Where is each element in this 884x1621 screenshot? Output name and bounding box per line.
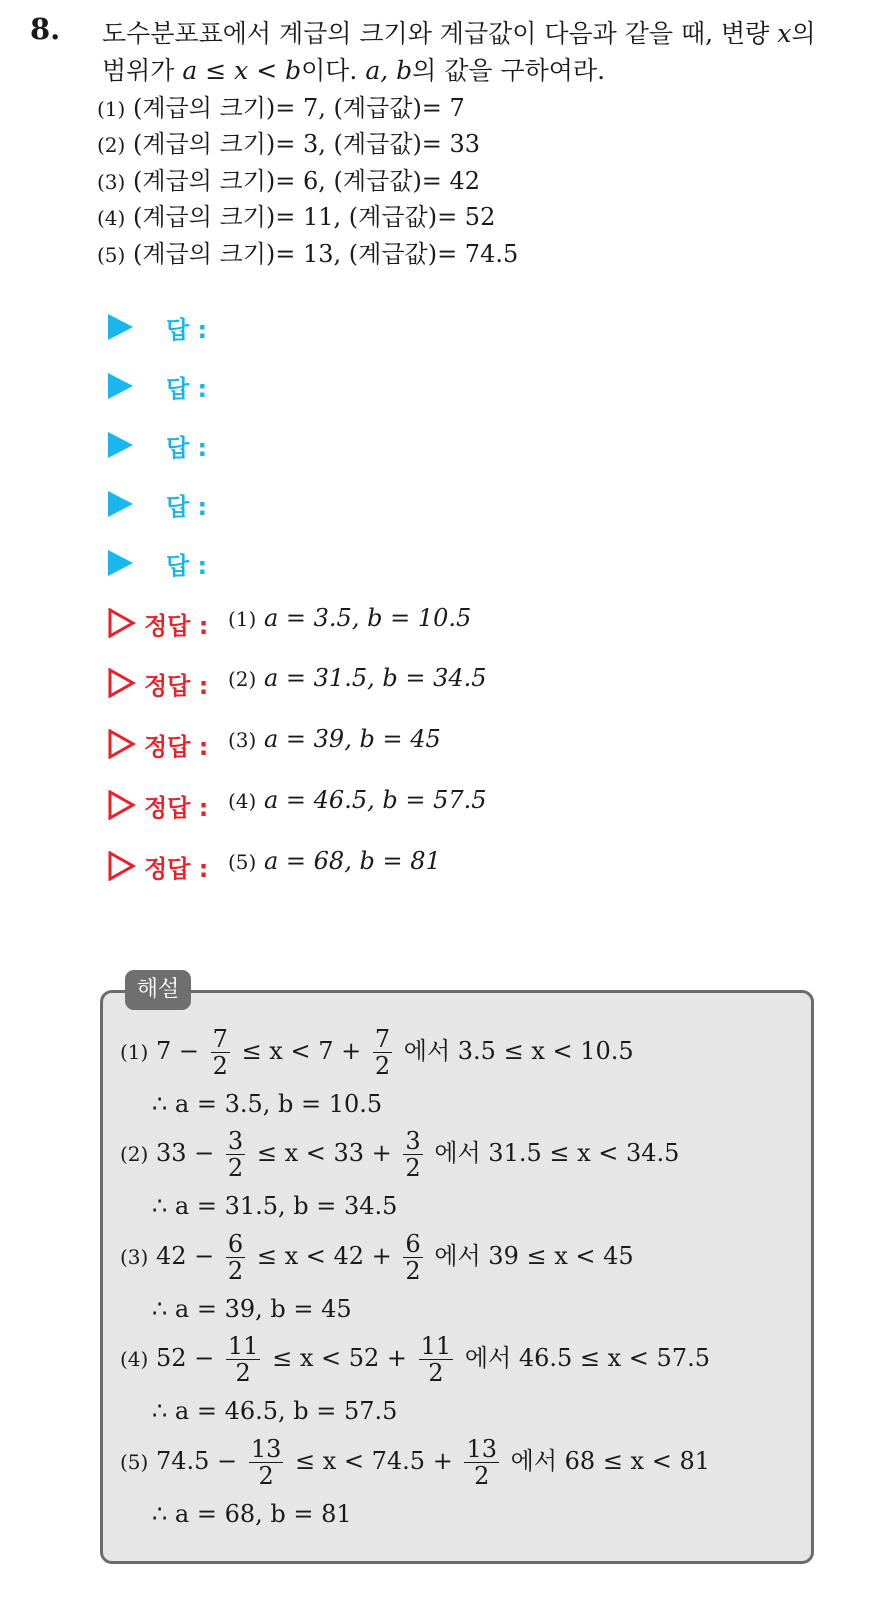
fraction (373, 1026, 392, 1079)
step-number: (4) (120, 1347, 149, 1371)
question-stem-line2 (102, 51, 605, 87)
stem-text: 범위가 (102, 56, 183, 85)
frac-den: 2 (258, 1462, 274, 1490)
fraction (226, 1128, 245, 1181)
frac-num: 6 (227, 1230, 244, 1258)
step-lhs: 42 − (155, 1242, 215, 1270)
question-number: 8. (30, 12, 61, 46)
step-lhs: 7 − (155, 1037, 199, 1065)
correct-label: 정답 : (144, 794, 209, 822)
frac-den: 2 (405, 1154, 421, 1182)
solution-step (120, 1436, 710, 1489)
frac-num: 11 (227, 1332, 259, 1360)
step-tail: 에서 46.5 ≤ x < 57.5 (464, 1344, 710, 1372)
step-mid: ≤ x < 74.5 + (295, 1447, 453, 1475)
play-arrow-icon (108, 432, 133, 458)
step-lhs: 52 − (155, 1344, 215, 1372)
stem-ab: a, b (365, 56, 413, 85)
step-conclusion: ∴ a = 3.5, b = 10.5 (152, 1090, 383, 1118)
outline-arrow-icon (108, 668, 136, 698)
step-conclusion: ∴ a = 31.5, b = 34.5 (152, 1192, 398, 1220)
question-item (97, 124, 480, 159)
frac-den: 2 (374, 1052, 391, 1080)
frac-num: 11 (420, 1332, 452, 1360)
step-conclusion: ∴ a = 68, b = 81 (152, 1500, 352, 1528)
play-arrow-icon (108, 550, 133, 576)
fraction (464, 1436, 499, 1489)
frac-num: 6 (405, 1230, 421, 1258)
outline-arrow-icon (108, 851, 136, 881)
answer-label: 답 : (166, 375, 208, 403)
fraction (419, 1333, 454, 1386)
correct-number: (2) (228, 667, 257, 691)
stem-text: 의 값을 구하여라. (412, 56, 606, 85)
play-arrow-icon (108, 373, 133, 399)
step-number: (2) (120, 1142, 149, 1166)
frac-num: 3 (227, 1127, 244, 1155)
correct-answer (228, 847, 441, 875)
correct-value: a = 3.5, b = 10.5 (263, 604, 472, 632)
solution-step (120, 1128, 679, 1181)
step-mid: ≤ x < 33 + (256, 1139, 392, 1167)
step-lhs: 74.5 − (155, 1447, 238, 1475)
outline-arrow-icon (108, 790, 136, 820)
solution-step (120, 1231, 634, 1284)
step-tail: 에서 31.5 ≤ x < 34.5 (434, 1139, 680, 1167)
outline-arrow-icon (108, 608, 136, 638)
step-lhs: 33 − (155, 1139, 215, 1167)
question-stem-line1 (102, 14, 816, 50)
correct-label: 정답 : (144, 612, 209, 640)
correct-number: (1) (228, 607, 257, 631)
fraction (249, 1436, 284, 1489)
item-text: (계급의 크기)= 3, (계급값)= 33 (132, 130, 481, 158)
correct-value: a = 68, b = 81 (263, 847, 441, 875)
item-number: (4) (97, 206, 126, 230)
fraction (226, 1333, 261, 1386)
fraction (211, 1026, 230, 1079)
item-text: (계급의 크기)= 6, (계급값)= 42 (132, 167, 481, 195)
fraction (403, 1231, 422, 1284)
stem-range: a ≤ x < b (182, 56, 302, 85)
item-text: (계급의 크기)= 11, (계급값)= 52 (132, 203, 496, 231)
frac-den: 2 (474, 1462, 490, 1490)
correct-answer (228, 786, 487, 814)
solution-tab: 해설 (125, 970, 191, 1010)
item-number: (1) (97, 97, 126, 121)
stem-text: 이다. (301, 56, 366, 85)
frac-num: 13 (466, 1435, 498, 1463)
frac-den: 2 (235, 1359, 251, 1387)
correct-number: (5) (228, 850, 257, 874)
step-number: (3) (120, 1245, 149, 1269)
frac-num: 7 (212, 1025, 228, 1053)
item-number: (3) (97, 170, 126, 194)
frac-num: 7 (374, 1025, 391, 1053)
frac-den: 2 (212, 1052, 228, 1080)
outline-arrow-icon (108, 729, 136, 759)
frac-num: 13 (250, 1435, 282, 1463)
correct-value: a = 31.5, b = 34.5 (263, 664, 487, 692)
answer-label: 답 : (166, 552, 208, 580)
item-text: (계급의 크기)= 13, (계급값)= 74.5 (132, 240, 519, 268)
question-item (97, 234, 518, 269)
item-number: (5) (97, 243, 126, 267)
frac-den: 2 (227, 1257, 244, 1285)
step-conclusion: ∴ a = 46.5, b = 57.5 (152, 1397, 398, 1425)
correct-label: 정답 : (144, 733, 209, 761)
correct-number: (4) (228, 789, 257, 813)
question-item (97, 161, 480, 196)
answer-label: 답 : (166, 493, 208, 521)
correct-answer (228, 604, 471, 632)
question-item (97, 88, 465, 123)
correct-answer (228, 664, 487, 692)
item-number: (2) (97, 133, 126, 157)
item-text: (계급의 크기)= 7, (계급값)= 7 (132, 94, 465, 122)
correct-value: a = 46.5, b = 57.5 (263, 786, 487, 814)
step-mid: ≤ x < 52 + (272, 1344, 408, 1372)
correct-label: 정답 : (144, 855, 209, 883)
question-item (97, 197, 495, 232)
solution-step (120, 1333, 710, 1386)
step-tail: 에서 3.5 ≤ x < 10.5 (403, 1037, 634, 1065)
step-number: (5) (120, 1450, 149, 1474)
correct-answer (228, 725, 441, 753)
step-number: (1) (120, 1040, 149, 1064)
step-mid: ≤ x < 7 + (241, 1037, 362, 1065)
step-mid: ≤ x < 42 + (256, 1242, 392, 1270)
correct-number: (3) (228, 728, 257, 752)
frac-den: 2 (428, 1359, 444, 1387)
fraction (226, 1231, 245, 1284)
stem-text: 의 (791, 19, 816, 48)
play-arrow-icon (108, 314, 133, 340)
frac-den: 2 (405, 1257, 421, 1285)
correct-label: 정답 : (144, 672, 209, 700)
answer-label: 답 : (166, 434, 208, 462)
step-tail: 에서 68 ≤ x < 81 (510, 1447, 711, 1475)
stem-variable: x (777, 19, 792, 48)
correct-value: a = 39, b = 45 (263, 725, 441, 753)
step-conclusion: ∴ a = 39, b = 45 (152, 1295, 352, 1323)
frac-num: 3 (405, 1127, 421, 1155)
play-arrow-icon (108, 491, 133, 517)
stem-text: 도수분포표에서 계급의 크기와 계급값이 다음과 같을 때, 변량 (102, 19, 778, 48)
fraction (403, 1128, 422, 1181)
step-tail: 에서 39 ≤ x < 45 (434, 1242, 634, 1270)
frac-den: 2 (227, 1154, 244, 1182)
answer-label: 답 : (166, 316, 208, 344)
solution-step (120, 1026, 634, 1079)
